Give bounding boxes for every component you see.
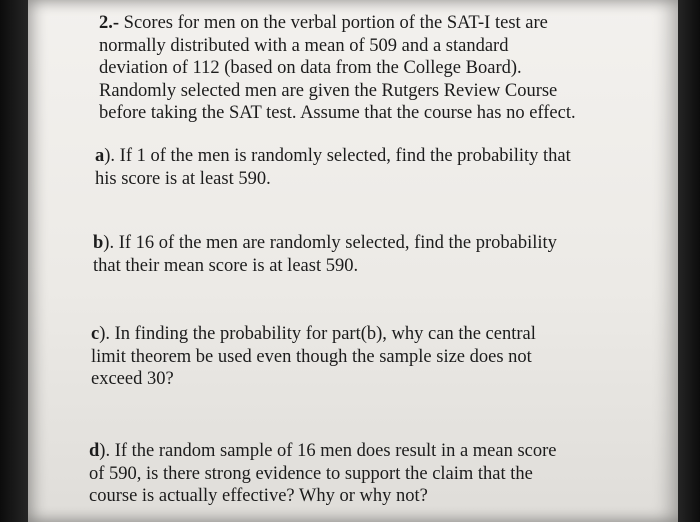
- question-d-line-1: d). If the random sample of 16 men does result in a mean score: [89, 441, 557, 461]
- question-d: [89, 440, 557, 508]
- problem-line-5: before taking the SAT test. Assume that the course has no effect.: [99, 103, 576, 123]
- problem-line-2: normally distributed with a mean of 509 and a standard: [99, 35, 509, 56]
- question-c-line-1: c). In finding the probability for part(b), why can the central: [91, 324, 536, 344]
- question-d-line-2: of 590, is there strong evidence to support the claim that the: [89, 463, 533, 484]
- question-a-label: a: [95, 146, 105, 166]
- question-d-label: d: [89, 441, 100, 461]
- question-b-label: b: [93, 233, 104, 253]
- problem-statement: [99, 12, 576, 125]
- question-c-label: c: [91, 324, 100, 344]
- question-c-line-3: exceed 30?: [91, 369, 174, 389]
- question-b-line-2: that their mean score is at least 590.: [93, 255, 359, 276]
- question-b: [93, 232, 557, 277]
- problem-line-1: 2.- Scores for men on the verbal portion of the SAT-I test are: [99, 13, 548, 33]
- question-d-line-3: course is actually effective? Why or why not?: [89, 486, 428, 506]
- question-a: [95, 145, 571, 190]
- problem-line-4: Randomly selected men are given the Rutgers Review Course: [99, 80, 558, 101]
- question-c: [91, 323, 536, 391]
- problem-number: 2.-: [99, 13, 120, 33]
- question-b-line-1: b). If 16 of the men are randomly selected, find the probability: [93, 233, 557, 253]
- problem-line-3: deviation of 112 (based on data from the College Board).: [99, 58, 522, 78]
- question-a-line-2: his score is at least 590.: [95, 168, 271, 189]
- question-c-line-2: limit theorem be used even though the sample size does not: [91, 346, 532, 367]
- paper-sheet: [28, 0, 678, 522]
- question-a-line-1: a). If 1 of the men is randomly selected, find the probability that: [95, 146, 571, 166]
